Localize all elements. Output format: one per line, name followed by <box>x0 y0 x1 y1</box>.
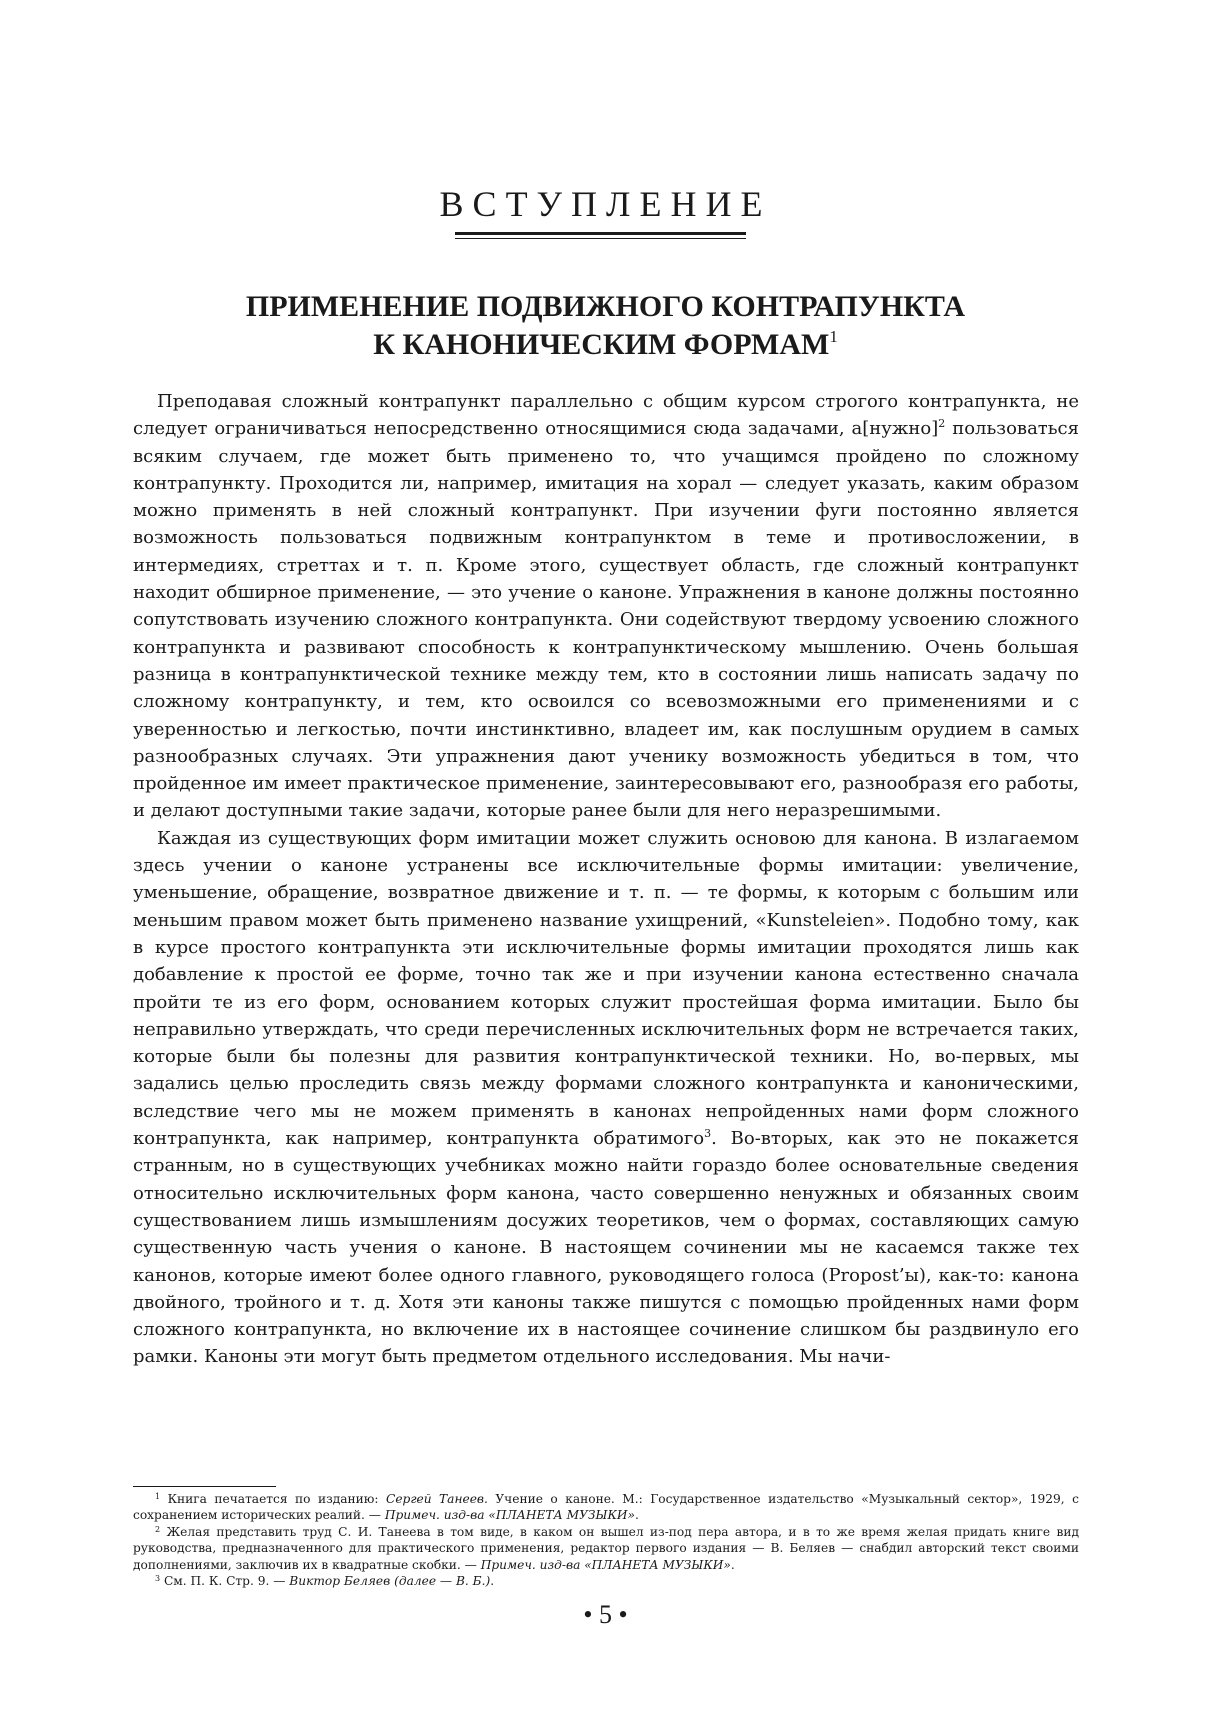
footnote-ref-2[interactable]: 2 <box>938 417 946 431</box>
footnote-text: Книга печатается по изданию: <box>160 1492 386 1506</box>
footnotes <box>133 1491 1079 1589</box>
footnote-text: Желая представить труд С. И. Танеева в том виде, в каком он вышел из-под пера автора, и в то же время желая придать книге вид руководства, предназначенного для практического применения, редактор первого издания — В. Беляев — снабдил авторский текст своими дополнениями, заключив их в квадратные скобки. — <box>133 1524 1079 1572</box>
section-title: ВСТУПЛЕНИЕ <box>439 184 772 224</box>
title-double-rule-bottom <box>455 238 746 239</box>
footnote-number: 3 <box>155 1574 161 1584</box>
footnote-1 <box>133 1491 1079 1524</box>
title-double-rule-top <box>455 232 746 235</box>
footnote-2 <box>133 1524 1079 1573</box>
paragraph-1-part-2: пользоваться всяким случаем, где может быть применено то, что учащимся пройдено по сложному контрапункту. Проходится ли, например, имитация на хорал — следует указать, каким образом можно применять в ней сложный контрапункт. При изучении фуги постоянно является возможность пользоваться подвижным контрапунктом в теме и противосложении, в интермедиях, стреттах и т. п. Кроме этого, существует область, где сложный контрапункт находит обширное применение, — это учение о каноне. Упражнения в каноне должны постоянно сопутствовать изучению сложного контрапункта. Они содействуют твердому усвоению сложного контрапункта и развивают способность к контрапунктическому мышлению. Очень большая разница в контрапунктической технике между тем, кто в состоянии лишь написать задачу по сложному контрапункту, и тем, кто освоился со всевозможными его применениями и с уверенностью и легкостью, почти инстинктивно, владеет им, как послушным орудием в самых разнообразных случаях. Эти упражнения дают ученику возможность убедиться в том, что пройденное им имеет практическое применение, заинтересовывают его, разнообразя его работы, и делают доступными такие задачи, которые ранее были для него неразрешимыми. <box>133 418 1079 822</box>
paragraph-1-part-1: Преподавая сложный контрапункт параллельно с общим курсом строгого контрапункта, не следует ограничиваться непосредственно относящимися сюда задачами, а <box>133 391 1079 440</box>
footnote-number: 1 <box>155 1492 161 1501</box>
footnote-publisher-note: Примеч. изд-ва «ПЛАНЕТА МУЗЫКИ» <box>480 1557 731 1572</box>
footnote-separator <box>133 1486 276 1487</box>
footnote-text: . <box>730 1557 735 1572</box>
body-text <box>133 388 1079 1371</box>
footnote-text: . <box>490 1574 495 1589</box>
paragraph-2 <box>133 825 1079 1371</box>
footnote-number: 2 <box>155 1524 161 1534</box>
chapter-heading <box>0 288 1211 364</box>
footnote-publisher-note: Примеч. изд-ва «ПЛАНЕТА МУЗЫКИ» <box>384 1508 636 1523</box>
footnote-author-note: Виктор Беляев (далее — В. Б.) <box>289 1574 491 1589</box>
paragraph-2-part-1: Каждая из существующих форм имитации может служить основою для канона. В излагаемом здесь учении о каноне устранены все исключительные формы имитации: увеличение, уменьшение, обращение, возвратное движение и т. п. — те формы, к которым с большим или меньшим правом может быть применено название ухищрений, «Kunsteleien». Подобно тому, как в курсе простого контрапункта эти исключительные формы имитации проходятся лишь как добавление к простой ее форме, точно так же и при изучении канона естественно сначала пройти те из его форм, основанием которых служит простейшая форма имитации. Было бы неправильно утверждать, что среди перечисленных исключительных форм не встречается таких, которые были бы полезны для развития контрапунктической техники. Но, во-первых, мы задались целью проследить связь между формами сложного контрапункта и каноническими, вследствие чего мы не можем применять в канонах непройденных нами форм сложного контрапункта, как например, контрапункта обратимого <box>133 827 1079 1150</box>
footnote-ref-3[interactable]: 3 <box>704 1127 712 1141</box>
footnote-text: Учение о каноне. М.: Государственное издательство «Музыкальный сектор», 1929, с сохранением исторических реалий. — <box>133 1492 1079 1523</box>
heading-line-2: К КАНОНИЧЕСКИМ ФОРМАМ <box>373 328 830 361</box>
page-number: • 5 • <box>583 1600 628 1629</box>
paragraph-1 <box>133 388 1079 825</box>
heading-line-1: ПРИМЕНЕНИЕ ПОДВИЖНОГО КОНТРАПУНКТА <box>245 290 966 323</box>
footnote-text: . <box>635 1508 639 1523</box>
footnote-text: См. П. К. Стр. 9. — <box>160 1574 290 1589</box>
heading-footnote-ref[interactable]: 1 <box>829 327 838 346</box>
footnote-author: Сергей Танеев. <box>386 1492 488 1506</box>
paragraph-2-part-2: . Во-вторых, как это не покажется странным, но в существующих учебниках можно найти гораздо более основательные сведения относительно исключительных форм канона, часто совершенно ненужных и обязанных своим существованием лишь измышлениям досужих теоретиков, чем о формах, составляющих самую существенную часть учения о каноне. В настоящем сочинении мы не касаемся также тех канонов, которые имеют более одного главного, руководящего голоса (Propost’ы), как-то: канона двойного, тройного и т. д. Хотя эти каноны также пишутся с помощью пройденных нами форм сложного контрапункта, но включение их в настоящее сочинение слишком бы раздвинуло его рамки. Каноны эти могут быть предметом отдельного исследования. Мы начи- <box>133 1128 1079 1368</box>
footnote-3 <box>133 1573 1079 1589</box>
editor-insertion: [нужно] <box>862 418 939 440</box>
